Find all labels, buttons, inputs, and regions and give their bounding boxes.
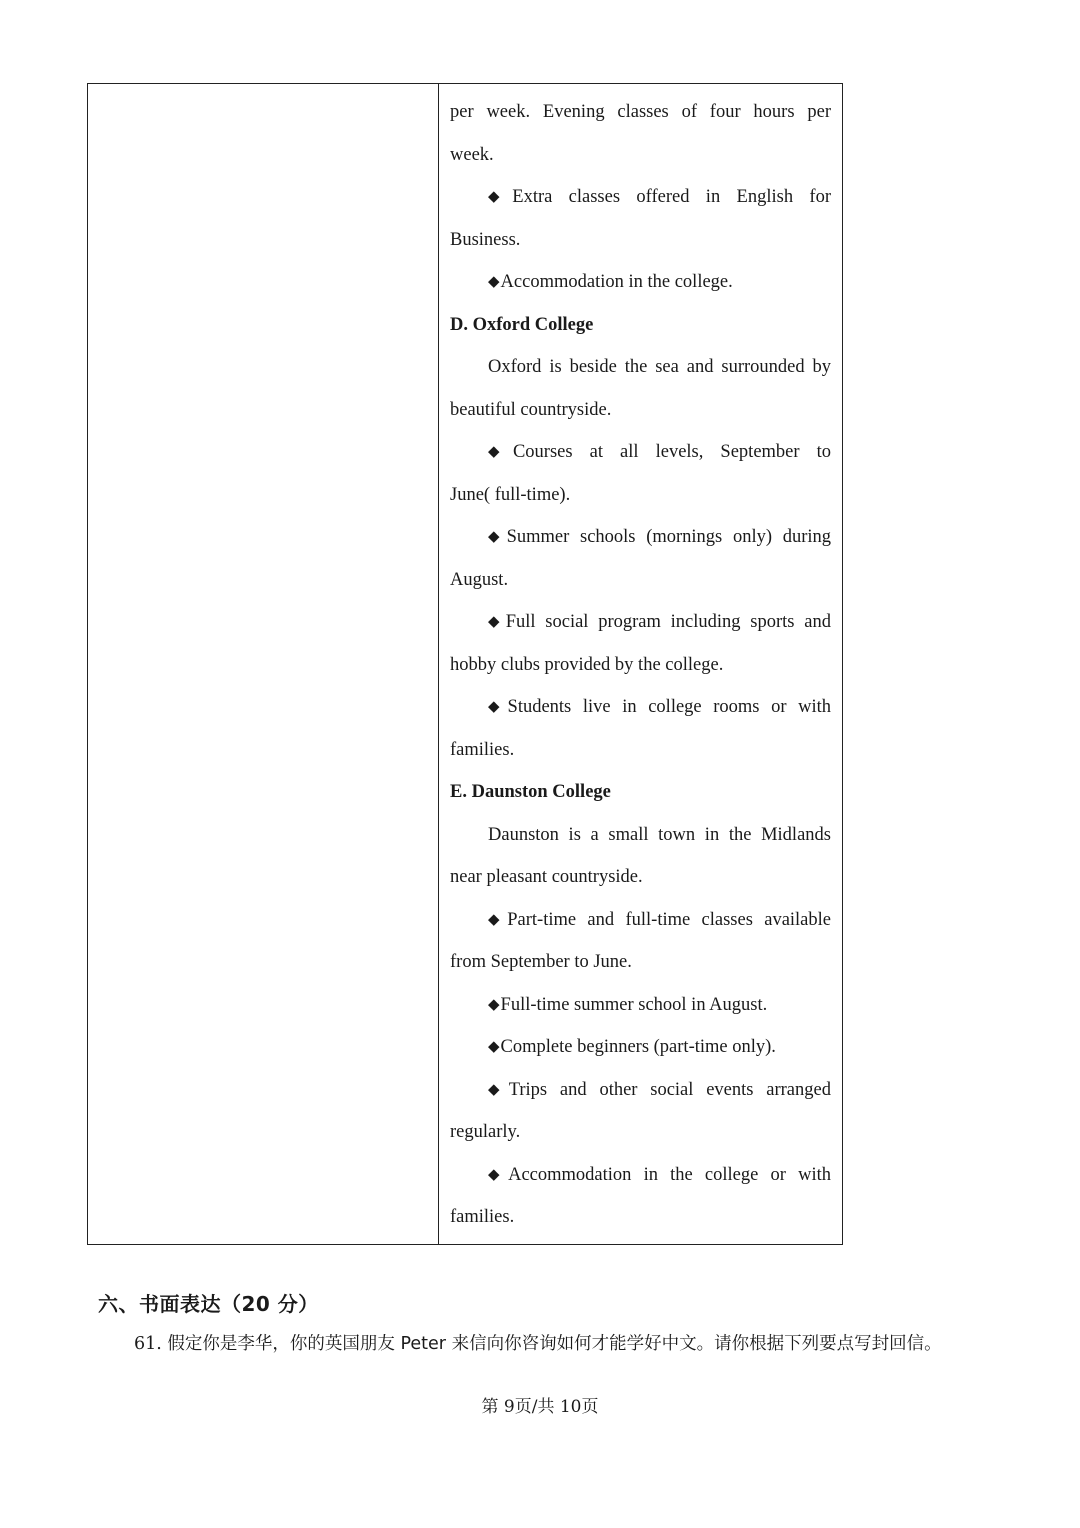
diamond-bullet-icon: ◆ — [488, 697, 507, 715]
diamond-bullet-icon: ◆ — [488, 909, 507, 928]
college-d-intro-line-1: Oxford is beside the sea and surrounded by — [488, 357, 831, 377]
list-item-text: Courses at all levels, September to — [512, 442, 831, 462]
list-item-text: Full-time summer school in August. — [500, 994, 768, 1015]
list-item — [450, 261, 831, 304]
college-e-intro-line-2: near pleasant countryside. — [450, 867, 643, 887]
list-item-text: Complete beginners (part-time only). — [500, 1037, 776, 1057]
question-61 — [134, 1330, 942, 1355]
college-e-intro-line-1: Daunston is a small town in the Midlands — [488, 824, 831, 845]
list-item-continuation: August. — [450, 569, 509, 590]
diamond-bullet-icon: ◆ — [488, 187, 512, 205]
section-title: 六、书面表达（20 分） — [98, 1292, 319, 1316]
colleges-table — [87, 83, 843, 1245]
diamond-bullet-icon: ◆ — [488, 442, 512, 460]
question-number: 61. — [134, 1334, 162, 1354]
diamond-bullet-icon: ◆ — [488, 1037, 500, 1055]
list-item-text: Part-time and full-time classes available — [507, 909, 831, 930]
list-item — [450, 516, 831, 601]
list-item — [450, 899, 831, 984]
list-item — [450, 431, 831, 516]
list-item — [450, 601, 831, 686]
list-item-text: Trips and other social events arranged — [508, 1079, 831, 1100]
continuation-line-2: week. — [450, 144, 494, 165]
diamond-bullet-icon: ◆ — [488, 1164, 508, 1183]
list-item — [450, 1154, 831, 1239]
college-e-heading: E. Daunston College — [450, 782, 611, 802]
diamond-bullet-icon: ◆ — [488, 527, 506, 545]
list-item-continuation: hobby clubs provided by the college. — [450, 654, 724, 675]
college-d-intro-line-2: beautiful countryside. — [450, 399, 612, 420]
continuation-line-1: per week. Evening classes of four hours per — [450, 102, 831, 122]
list-item — [450, 1069, 831, 1154]
list-item-continuation: June( full-time). — [450, 484, 571, 505]
continuation-text — [450, 91, 831, 176]
college-d-intro — [450, 346, 831, 431]
diamond-bullet-icon: ◆ — [488, 272, 500, 290]
list-item — [450, 984, 831, 1027]
list-item-text: Students live in college rooms or with — [507, 697, 831, 717]
list-item-continuation: from September to June. — [450, 952, 632, 972]
list-item-text: Accommodation in the college or with — [508, 1164, 831, 1185]
college-e-intro — [450, 814, 831, 899]
diamond-bullet-icon: ◆ — [488, 1079, 508, 1098]
list-item-continuation: families. — [450, 1207, 515, 1227]
list-item-continuation: Business. — [450, 229, 521, 250]
diamond-bullet-icon: ◆ — [488, 612, 505, 630]
list-item — [450, 176, 831, 261]
list-item-text: Full social program including sports and — [505, 612, 831, 632]
table-right-cell — [439, 84, 842, 1244]
list-item-continuation: families. — [450, 739, 515, 760]
list-item-text: Accommodation in the college. — [500, 272, 733, 292]
list-item-continuation: regularly. — [450, 1122, 521, 1142]
question-text: 假定你是李华，你的英国朋友 Peter 来信向你咨询如何才能学好中文。请你根据下列要点写封回信。 — [167, 1334, 942, 1354]
page-footer: 第 9页/共 10页 — [481, 1397, 599, 1417]
list-item-text: Extra classes offered in English for — [512, 187, 831, 207]
college-d-heading: D. Oxford College — [450, 314, 594, 335]
table-left-cell — [88, 84, 439, 1244]
diamond-bullet-icon: ◆ — [488, 994, 500, 1013]
list-item — [450, 1026, 831, 1069]
list-item-text: Summer schools (mornings only) during — [506, 527, 831, 547]
list-item — [450, 686, 831, 771]
